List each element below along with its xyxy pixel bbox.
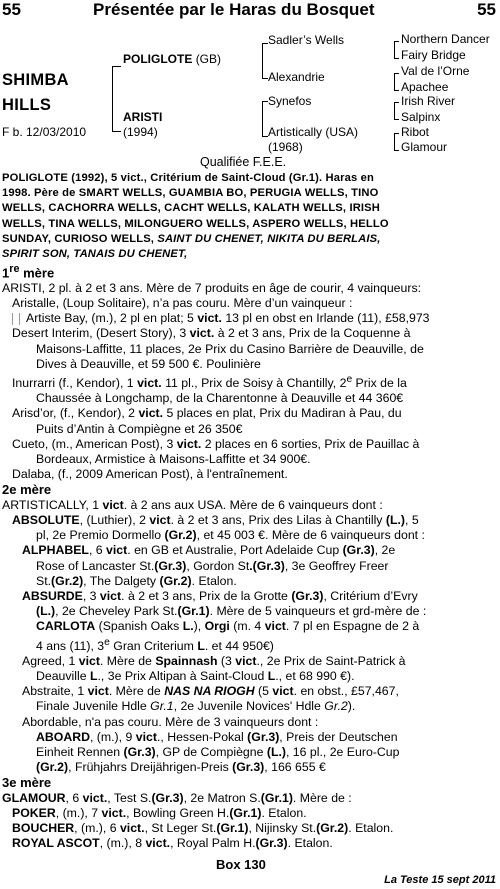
granddam-2-year: (1968): [268, 140, 303, 154]
pedigree-bracket-gg3: [394, 102, 399, 120]
first-dam-section: ARISTI, 2 pl. à 2 et 3 ans. Mère de 7 produits en âge de courir, 4 vainqueurs: Aristalle, (Loup Solitaire), n’a pas couru. Mère d’un vainqueur : Artiste Bay, (m.), 2 pl en plat; 5 vict. 13 pl en obst en Irlande (11), £58,973 Desert Interim, (Desert Story), 3 vict. à 2 et 3 ans, Prix de la Coquenne à Maisons-Laffitte, 11 places, 2e Prix du Casino Barrière de Deauville, de Dives à Deauville, et 59 500 €. Poulinière Inurrarri (f., Kendor), 1 vict. 11 pl., Prix de Soisy à Chantilly, 2e Prix de la Chaussée à Longchamp, de la Charentonne à Deauville et 44 360€ Arisd’or, (f., Kendor), 2 vict. 5 places en plat, Prix du Madiran à Pau, du Puits d’Antin à Compiègne et 26 350€ Cueto, (m., American Post), 3 vict. 2 places en 6 sorties, Prix de Pauillac à Bordeaux, Armistice à Maisons-Laffitte et 34 900€. Dalaba, (f., 2009 American Post), à l'entraînement.: [2, 280, 430, 482]
great-grandparent-7: Ribot: [401, 125, 430, 139]
qualification-note: Qualifiée F.E.E.: [200, 155, 287, 169]
third-dam-heading: 3e mère: [2, 775, 52, 791]
pedigree-bracket-gg2: [394, 73, 399, 91]
pedigree-bracket-gg1: [394, 41, 399, 59]
great-grandparent-3: Val de l’Orne: [401, 64, 470, 78]
horse-details: F b. 12/03/2010: [2, 125, 87, 139]
horse-name-line1: SHIMBA: [2, 71, 69, 89]
great-grandparent-8: Glamour: [401, 140, 448, 154]
catalogue-body: [2, 171, 498, 851]
lot-number-right: 55: [477, 0, 496, 19]
lot-number-left: 55: [2, 0, 21, 19]
grandsire-2: Synefos: [268, 94, 312, 108]
page-title: Présentée par le Haras du Bosquet: [93, 0, 375, 19]
second-dam-section: ARTISTICALLY, 1 vict. à 2 ans aux USA. Mère de 6 vainqueurs dont : ABSOLUTE, (Luthier), 2 vict. à 2 et 3 ans, Prix des Lilas à Chantilly (L.), 5 pl, 2e Premio Dormello (Gr.2), et 45 003 €. Mère de 6 vainqueurs dont : ALPHABEL, 6 vict. en GB et Australie, Port Adelaide Cup (Gr.3), 2e Rose of Lancaster St.(Gr.3), Gordon St.(Gr.3), 3e Geoffrey Freer St.(Gr.2), The Dalgety (Gr.2). Etalon. ABSURDE, 3 vict. à 2 et 3 ans, Prix de la Grotte (Gr.3), Critérium d’Evry (L.), 2e Cheveley Park St.(Gr.1). Mère de 5 vainqueurs et grd-mère de : CARLOTA (Spanish Oaks L.), Orgi (m. 4 vict. 7 pl en Espagne de 2 à 4 ans (11), 3e Gran Criterium L. et 44 950€) Agreed, 1 vict. Mère de Spainnash (3 vict., 2e Prix de Saint-Patrick à Deauville L., 3e Prix Altipan à Saint-Cloud L., et 68 990 €). Abstraite, 1 vict. Mère de NAS NA RIOGH (5 vict. en obst., £57,467, Finale Juvenile Hdle Gr.1, 2e Juvenile Novices' Hdle Gr.2). Abordable, n'a pas couru. Mère de 3 vainqueurs dont : ABOARD, (m.), 9 vict., Hessen-Pokal (Gr.3), Preis der Deutschen Einheit Rennen (Gr.3), GP de Compiègne (L.), 16 pl., 2e Euro-Cup (Gr.2), Frühjahrs Dreijährigen-Preis (Gr.3), 166 655 €: [2, 497, 427, 775]
granddam-2: Artistically (USA): [268, 125, 359, 139]
sire-note: POLIGLOTE (1992), 5 vict., Critérium de Saint-Cloud (Gr.1). Haras en 1998. Père de SMART WELLS, GUAMBIA BO, PERUGIA WELLS, TINO WELLS, CACHORRA WELLS, CACHT WELLS, KALATH WELLS, IRISH WELLS, TINA WELLS, MILONGUERO WELLS, ASPERO WELLS, HELLO SUNDAY, CURIOSO WELLS, SAINT DU CHENET, NIKITA DU BERLAIS, SPIRIT SON, TANAIS DU CHENET,: [2, 172, 389, 261]
first-dam-heading: 1re mère: [2, 263, 55, 281]
sire-name: POLIGLOTE (GB): [123, 52, 222, 66]
pedigree-bracket-horse: [112, 66, 121, 132]
granddam-1: Alexandrie: [268, 70, 325, 84]
horse-name-line2: HILLS: [2, 96, 52, 114]
great-grandparent-5: Irish River: [401, 94, 456, 108]
grandsire-1: Sadler’s Wells: [268, 33, 345, 47]
great-grandparent-4: Apachee: [401, 80, 449, 94]
place-date: La Teste 15 sept 2011: [384, 874, 496, 886]
box-number: Box 130: [216, 857, 266, 872]
pedigree-bracket-gg4: [394, 133, 399, 151]
great-grandparent-6: Salpinx: [401, 110, 441, 124]
dam-year: (1994): [123, 125, 158, 139]
second-dam-heading: 2e mère: [2, 482, 52, 498]
great-grandparent-2: Fairy Bridge: [401, 48, 466, 62]
dam-name: ARISTI: [123, 110, 163, 124]
great-grandparent-1: Northern Dancer: [401, 32, 490, 46]
third-dam-section: GLAMOUR, 6 vict., Test S.(Gr.3), 2e Matron S.(Gr.1). Mère de : POKER, (m.), 7 vict., Bowling Green H.(Gr.1). Etalon. BOUCHER, (m.), 6 vict., St Leger St.(Gr.1), Nijinsky St.(Gr.2). Etalon. ROYAL ASCOT, (m.), 8 vict., Royal Palm H.(Gr.3). Etalon.: [2, 790, 394, 851]
